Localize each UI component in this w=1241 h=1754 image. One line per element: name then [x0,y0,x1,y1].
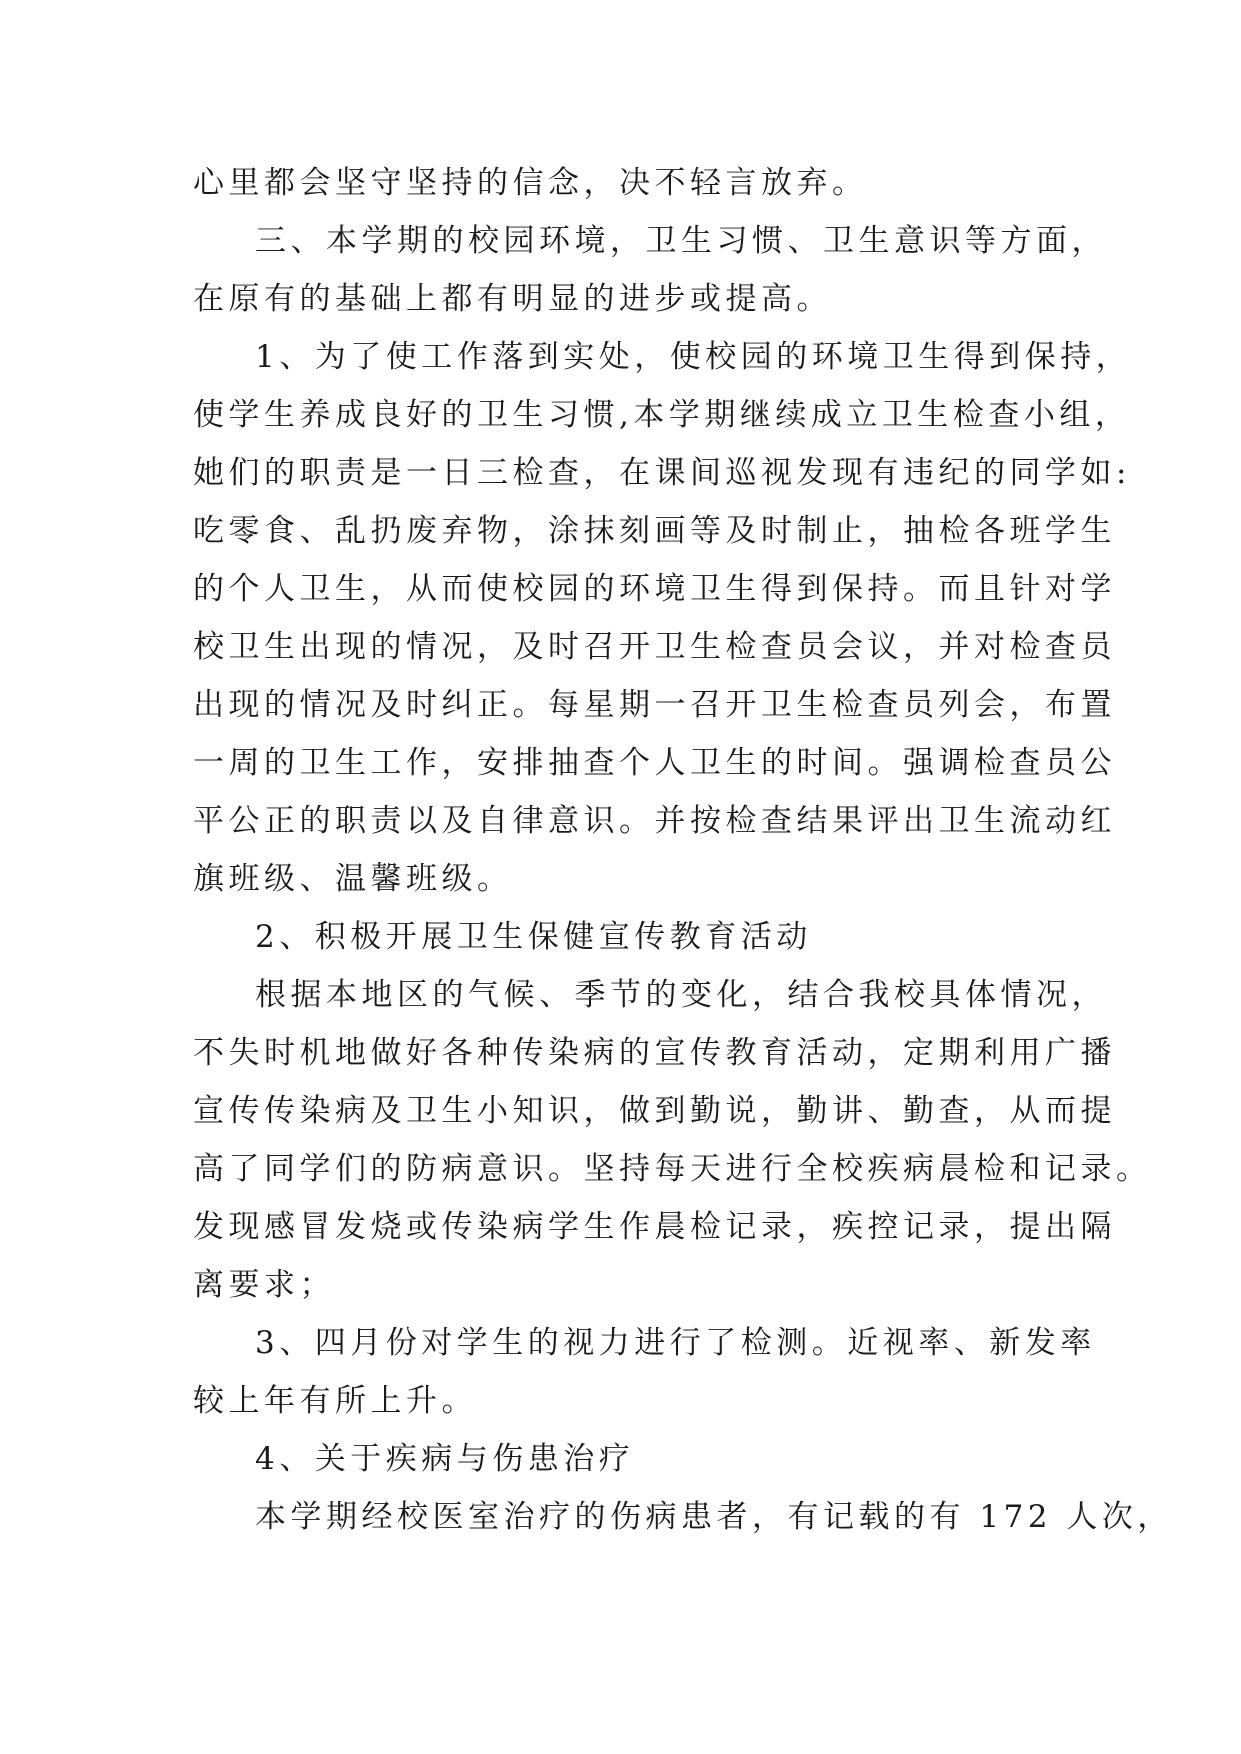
text-line: 较上年有所上升。 [193,1383,477,1419]
text-line: 不失时机地做好各种传染病的宣传教育活动，定期利用广播 [193,1035,1116,1071]
text-line: 的个人卫生，从而使校园的环境卫生得到保持。而且针对学 [193,571,1116,607]
paragraph-start: 本学期经校医室治疗的伤病患者，有记载的有 172 人次， [255,1499,1173,1535]
text-line: 高了同学们的防病意识。坚持每天进行全校疾病晨检和记录。 [193,1151,1152,1187]
paragraph-start: 1、为了使工作落到实处，使校园的环境卫生得到保持， [255,339,1132,375]
text-line: 心里都会坚守坚持的信念，决不轻言放弃。 [193,165,868,201]
paragraph-start: 3、四月份对学生的视力进行了检测。近视率、新发率 [255,1325,1096,1361]
text-line: 离要求； [193,1267,335,1303]
text-line: 发现感冒发烧或传染病学生作晨检记录，疾控记录，提出隔 [193,1209,1116,1245]
text-line: 使学生养成良好的卫生习惯,本学期继续成立卫生检查小组， [193,397,1131,433]
text-line: 在原有的基础上都有明显的进步或提高。 [193,281,832,317]
text-line: 校卫生出现的情况，及时召开卫生检查员会议，并对检查员 [193,629,1116,665]
subsection-heading: 4、关于疾病与伤患治疗 [255,1441,635,1477]
paragraph-start: 根据本地区的气候、季节的变化，结合我校具体情况， [255,977,1107,1013]
text-line: 一周的卫生工作，安排抽查个人卫生的时间。强调检查员公 [193,745,1116,781]
text-line: 出现的情况及时纠正。每星期一召开卫生检查员列会，布置 [193,687,1116,723]
text-line: 宣传传染病及卫生小知识，做到勤说，勤讲、勤查，从而提 [193,1093,1116,1129]
section-heading: 三、本学期的校园环境，卫生习惯、卫生意识等方面， [255,223,1107,259]
text-line: 吃零食、乱扔废弃物，涂抹刻画等及时制止，抽检各班学生 [193,513,1116,549]
subsection-heading: 2、积极开展卫生保健宣传教育活动 [255,919,812,955]
text-line: 旗班级、温馨班级。 [193,861,513,897]
text-line: 她们的职责是一日三检查，在课间巡视发现有违纪的同学如: [193,455,1131,491]
text-line: 平公正的职责以及自律意识。并按检查结果评出卫生流动红 [193,803,1116,839]
